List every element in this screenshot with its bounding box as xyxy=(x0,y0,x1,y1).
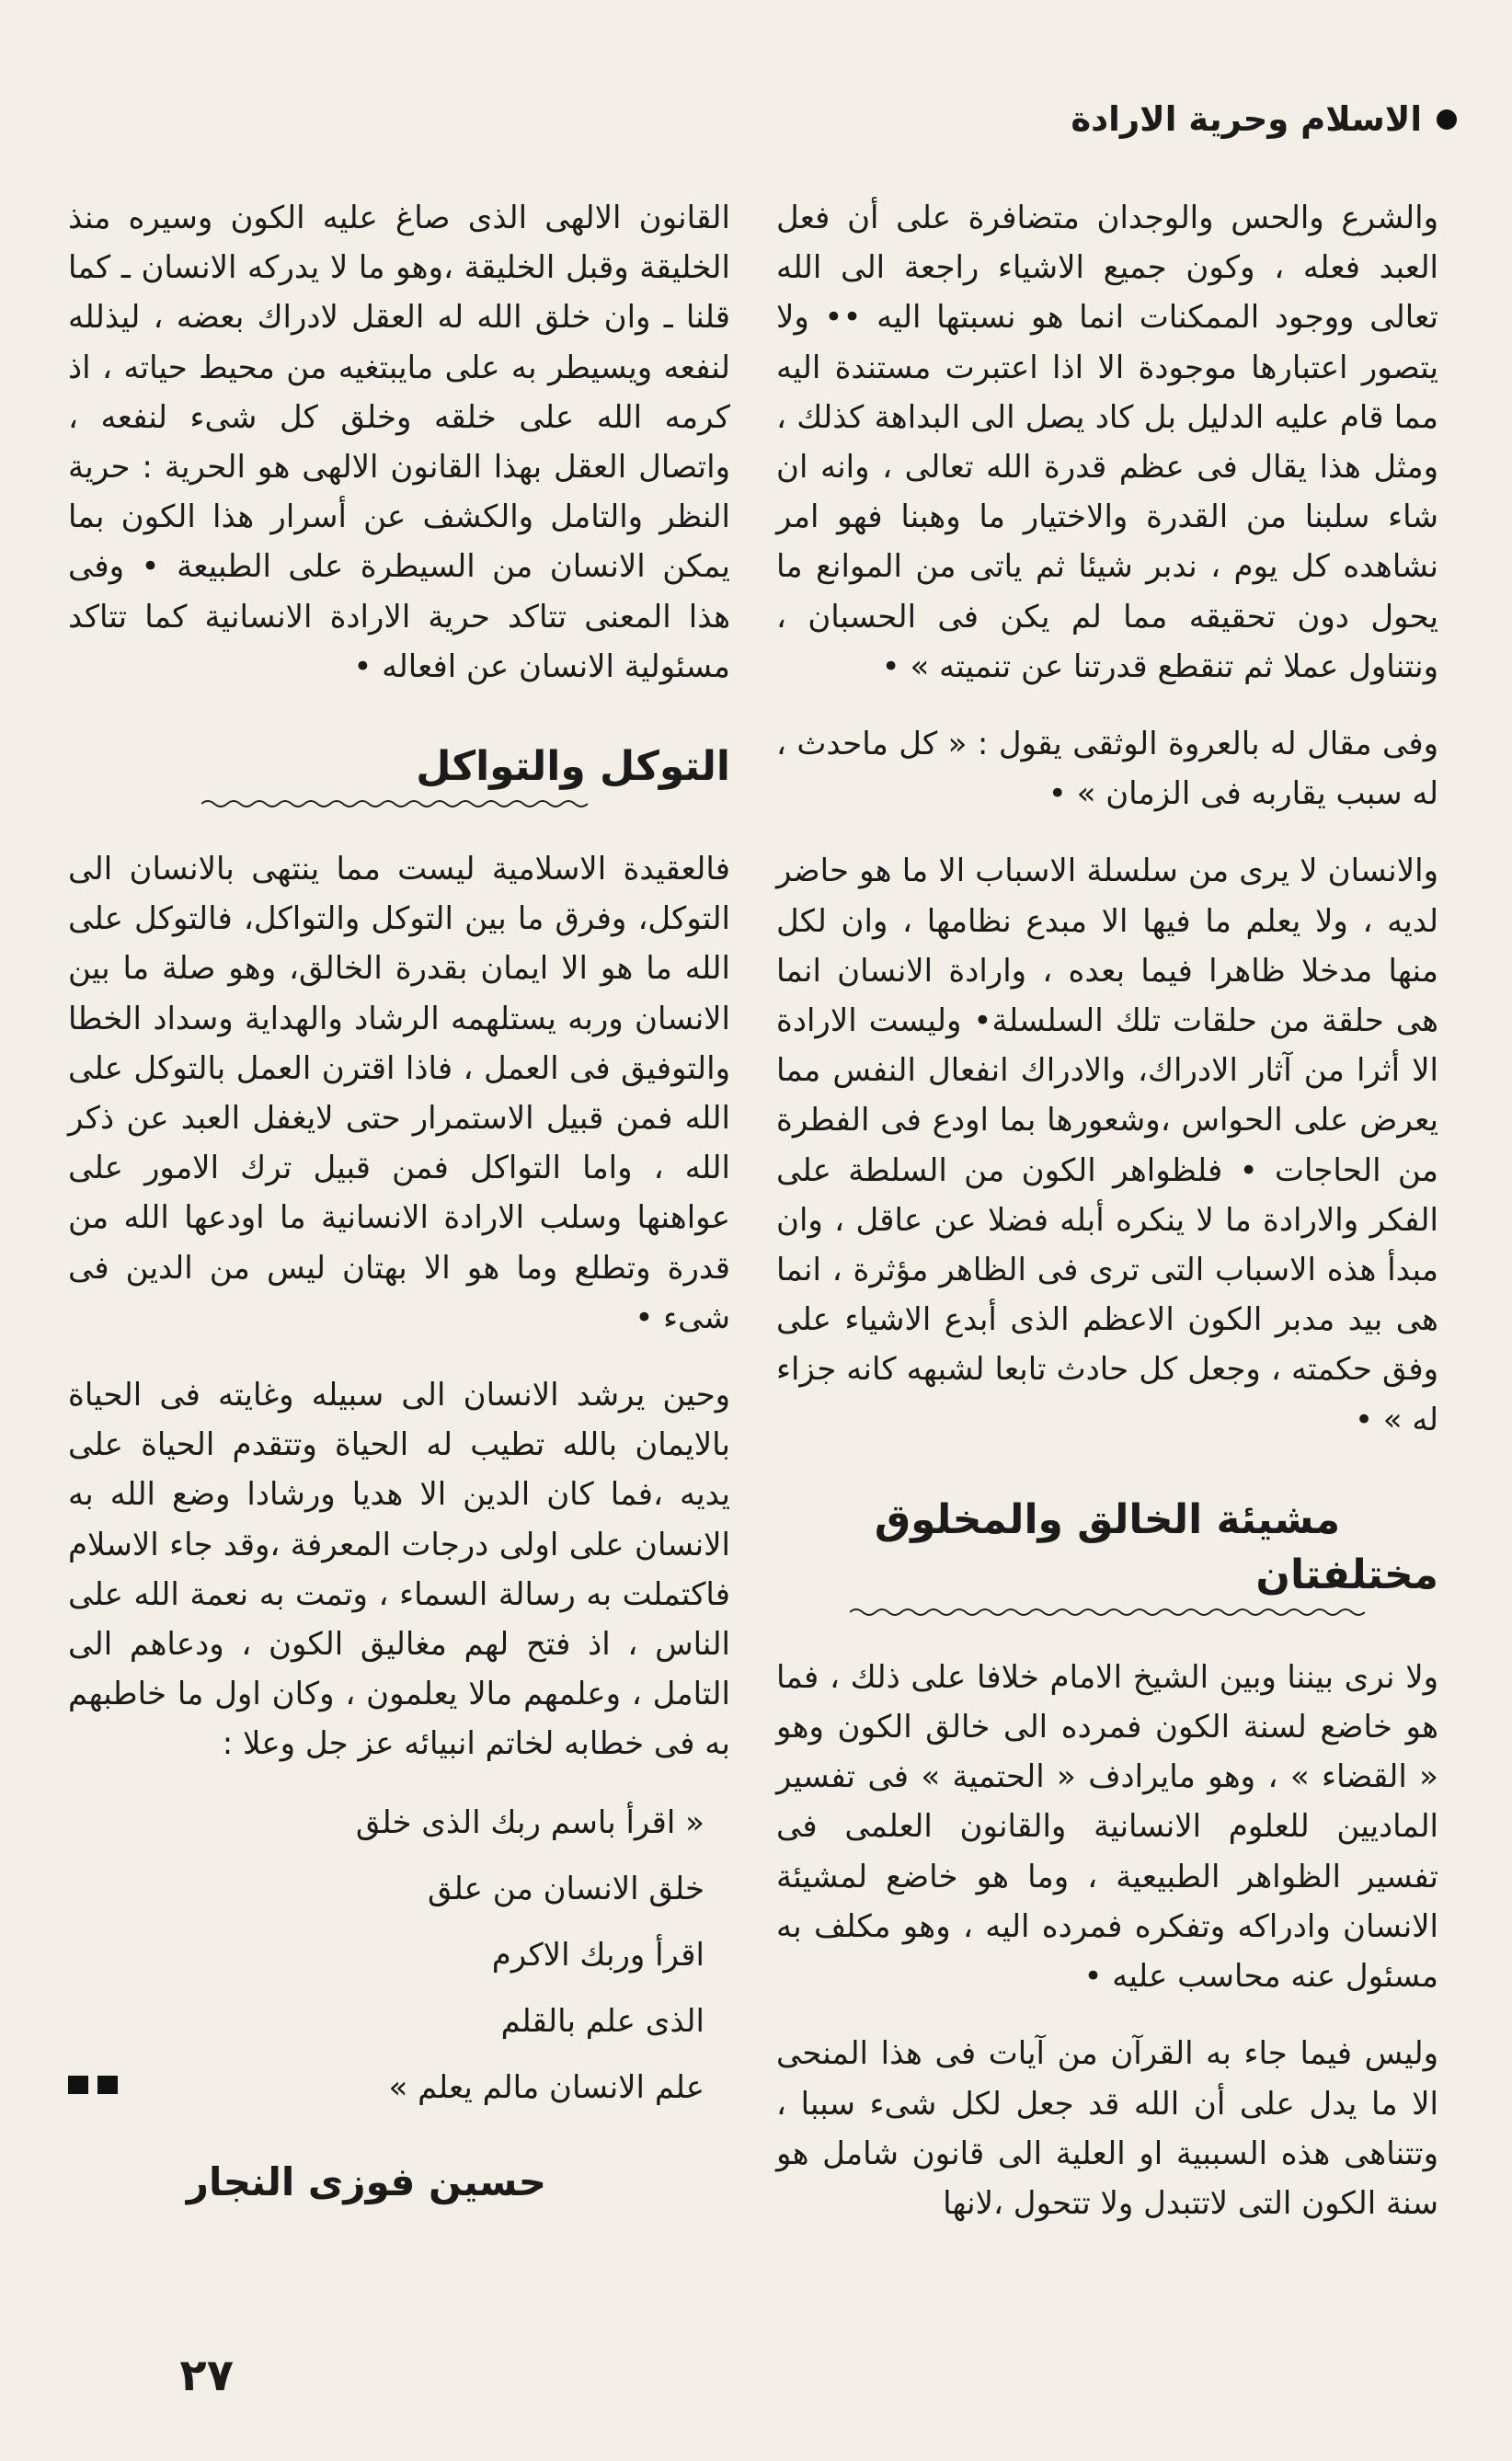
verse-line: خلق الانسان من علق xyxy=(427,1870,704,1907)
verse-line: اقرأ وربك الاكرم xyxy=(491,1936,704,1974)
paragraph: والانسان لا يرى من سلسلة الاسباب الا ما هو حاضر لديه ، ولا يعلم ما فيها الا مبدع نظامها ، وان لكل منها مدخلا ظاهرا فيما بعده ، وارادة الانسان انما هى حلقة من حلقات تلك السلسلة• وليست الارادة الا أثرا من آثار الادراك، والادراك انفعال النفس مما يعرض على الحواس ،وشعورها بما اودع فى الفطرة من الحاجات • فلظواهر الكون من السلطة على الفكر والارادة ما لا ينكره أبله فضلا عن عاقل ، وان مبدأ هذه الاسباب التى ترى فى الظاهر مؤثرة ، انما هى بيد مدبر الكون الاعظم الذى أبدع الاشياء على وفق حكمته ، وجعل كل حادث تابعا لشبهه كانه جزاء له » • xyxy=(776,853,1438,1438)
paragraph: وفى مقال له بالعروة الوثقى يقول : « كل ماحدث ، له سبب يقاربه فى الزمان » • xyxy=(776,726,1438,813)
page-number: ٢٧ xyxy=(179,2350,234,2401)
verse-line-last xyxy=(68,2055,704,2121)
paragraph: والشرع والحس والوجدان متضافرة على أن فعل العبد فعله ، وكون جميع الاشياء راجعة الى الله تعالى ووجود الممكنات انما هو نسبتها اليه •• ولا يتصور اعتبارها موجودة الا اذا اعتبرت مستندة اليه مما قام عليه الدليل بل كاد يصل الى البداهة كذلك ، ومثل هذا يقال فى عظم قدرة الله تعالى ، وانه ان شاء سلبنا من القدرة والاختيار ما وهبنا فهو امر نشاهده كل يوم ، ندبر شيئا ثم ياتى من الموانع ما يحول دون تحقيقه مما لم يكن فى الحسبان ، ونتناول عملا ثم تنقطع قدرتنا عن تنميته » • xyxy=(776,200,1438,685)
section-heading: التوكل والتواكل xyxy=(416,743,730,791)
author-name: حسين فوزى النجار xyxy=(186,2158,546,2204)
verse-line: علم الانسان مالم يعلم » xyxy=(388,2068,704,2106)
quran-verse xyxy=(68,1790,730,2121)
paragraph: القانون الالهى الذى صاغ عليه الكون وسيره منذ الخليقة وقبل الخليقة ،وهو ما لا يدركه الانسان ـ كما قلنا ـ وان خلق الله له العقل لادراك بعضه ، ليذلله لنفعه ويسيطر به على مايبتغيه من محيط حياته ، اذ كرمه الله على خلقه وخلق كل شىء لنفعه ، واتصال العقل بهذا القانون الالهى هو الحرية : حرية النظر والتامل والكشف عن أسرار هذا الكون بما يمكن الانسان من السيطرة على الطبيعة • وفى هذا المعنى تتاكد حرية الارادة الانسانية كما تتاكد مسئولية الانسان عن افعاله • xyxy=(68,200,730,685)
wavy-underline xyxy=(201,798,597,809)
left-column xyxy=(68,193,730,2207)
paragraph: وليس فيما جاء به القرآن من آيات فى هذا المنحى الا ما يدل على أن الله قد جعل لكل شىء سببا ، وتتناهى هذه السببية او العلية الى قانون شامل هو سنة الكون التى لاتتبدل ولا تتحول ،لانها xyxy=(776,2035,1438,2222)
bullet-icon xyxy=(1437,109,1457,130)
verse-line: الذى علم بالقلم xyxy=(500,2002,704,2040)
running-title: الاسلام وحرية الارادة xyxy=(1071,99,1422,139)
wavy-underline xyxy=(850,1607,1365,1618)
end-of-article-icon xyxy=(68,2051,127,2117)
paragraph: وحين يرشد الانسان الى سبيله وغايته فى الحياة بالايمان بالله تطيب له الحياة وتتقدم الحياة على يديه ،فما كان الدين الا هديا ورشادا وضع الله به الانسان على اولى درجات المعرفة ،وقد جاء الاسلام فاكتملت به رسالة السماء ، وتمت به نعمة الله على الناس ، اذ فتح لهم مغاليق الكون ، ودعاهم الى التامل ، وعلمهم مالا يعلمون ، وكان اول ما خاطبهم به فى خطابه لخاتم انبيائه عز جل وعلا : xyxy=(68,1377,730,1763)
paragraph: ولا نرى بيننا وبين الشيخ الامام خلافا على ذلك ، فما هو خاضع لسنة الكون فمرده الى خالق الكون وهو « القضاء » ، وهو مايرادف « الحتمية » فى تفسير الماديين للعلوم الانسانية والقانون العلمى فى تفسير الظواهر الطبيعية ، وما هو خاضع لمشيئة الانسان وادراكه وتفكره فمرده اليه ، وهو مكلف به مسئول عنه محاسب عليه • xyxy=(776,1658,1438,1996)
verse-line: « اقرأ باسم ربك الذى خلق xyxy=(355,1803,704,1841)
section-heading: مشيئة الخالق والمخلوق مختلفتان xyxy=(874,1495,1438,1598)
paragraph: فالعقيدة الاسلامية ليست مما ينتهى بالانسان الى التوكل، وفرق ما بين التوكل والتواكل، فالتوكل على الله ما هو الا ايمان بقدرة الخالق، وهو صلة ما بين الانسان وربه يستلهمه الرشاد والهداية وسداد الخطا والتوفيق فى العمل ، فاذا اقترن العمل بالتوكل على الله فمن قبيل الاستمرار حتى لايغفل العبد عن ذكر الله ، واما التواكل فمن قبيل ترك الامور على عواهنها وسلب الارادة الانسانية ما اودعها الله من قدرة وتطلع وما هو الا بهتان ليس من الدين فى شىء • xyxy=(68,851,730,1336)
running-header xyxy=(1071,99,1457,139)
right-column xyxy=(776,193,1438,2228)
